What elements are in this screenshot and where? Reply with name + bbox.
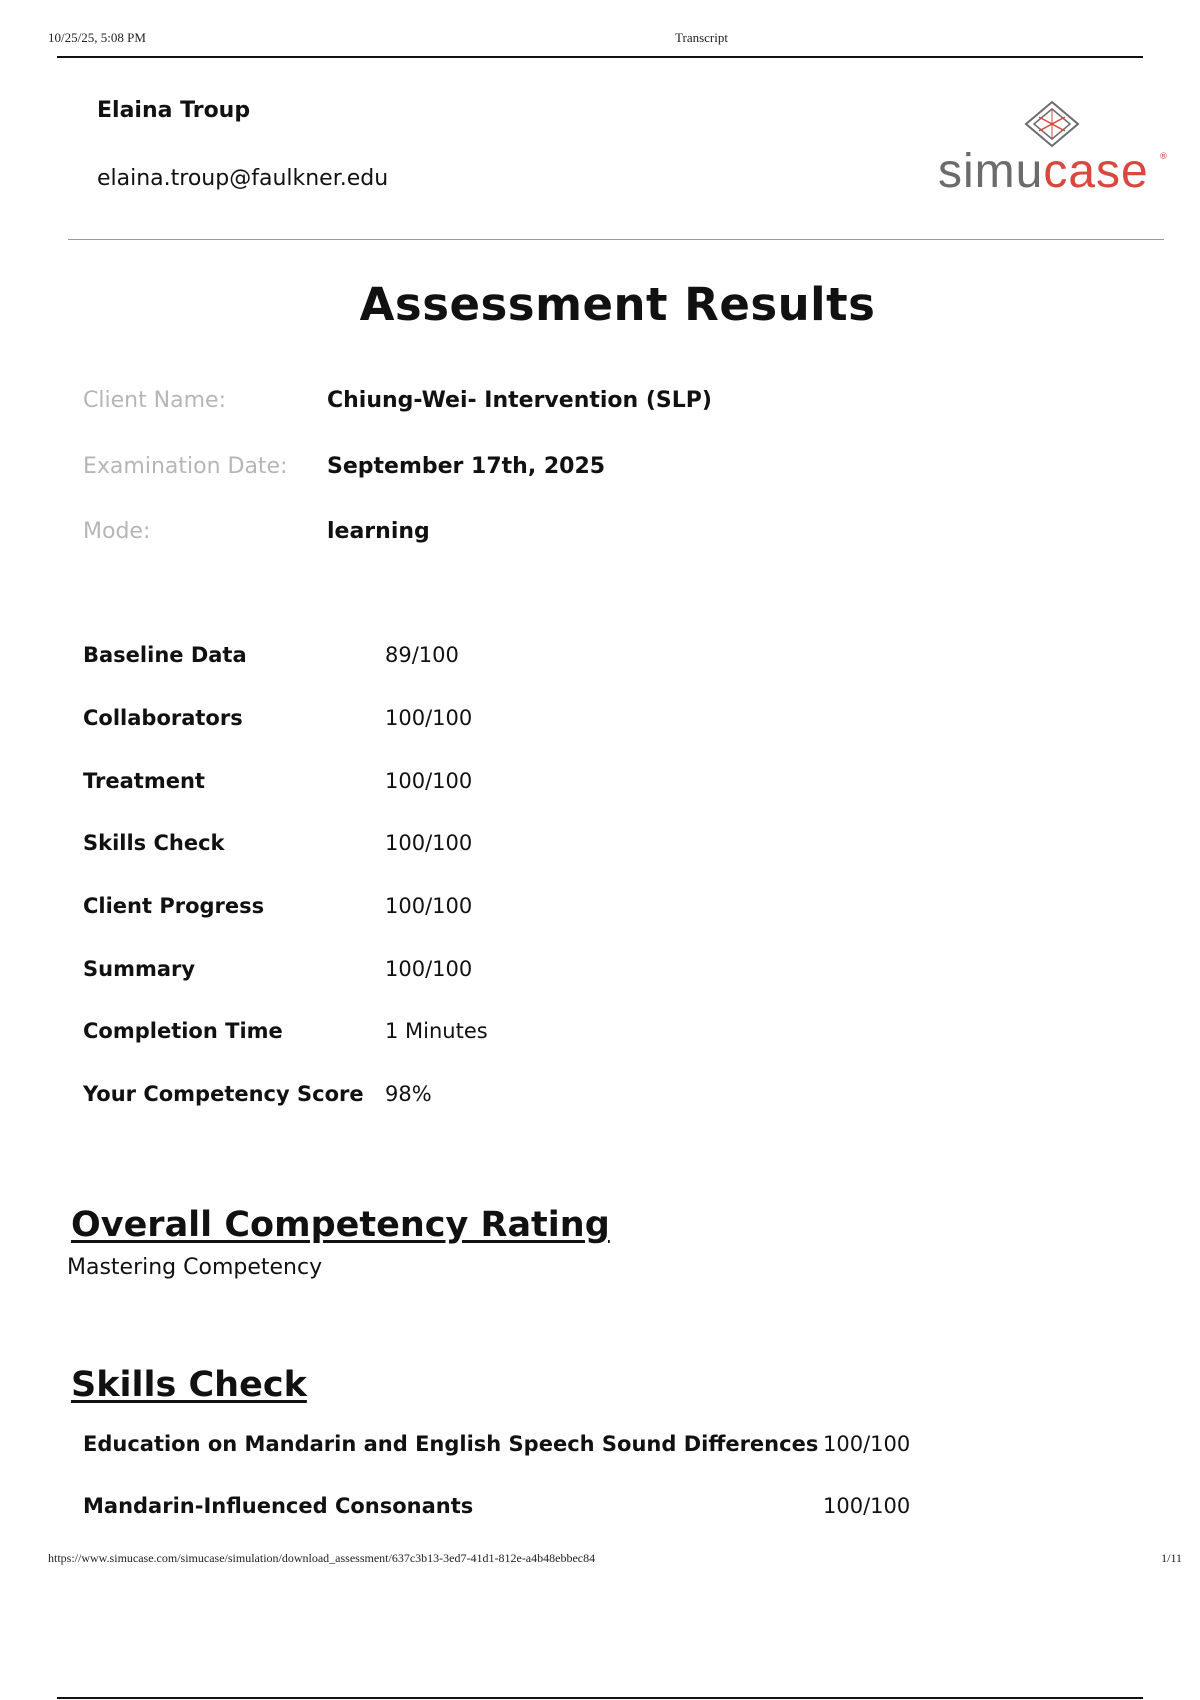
- score-value: 98%: [385, 1082, 432, 1106]
- score-value: 100/100: [385, 957, 473, 981]
- print-header: [48, 30, 1152, 44]
- print-footer: [48, 1551, 1182, 1565]
- info-label: Examination Date:: [83, 454, 288, 479]
- score-label: Client Progress: [83, 894, 265, 918]
- print-url: https://www.simucase.com/simucase/simulation/download_assessment/637c3b13-3ed7-41d1-812e-a4b48ebbec84: [48, 1551, 596, 1565]
- score-label: Completion Time: [83, 1019, 283, 1043]
- overall-rating-value: Mastering Competency: [67, 1255, 323, 1280]
- info-value: learning: [327, 519, 430, 544]
- print-title: Transcript: [675, 30, 728, 45]
- logo-wordmark: [938, 144, 1149, 199]
- skills-check-heading: Skills Check: [71, 1365, 307, 1405]
- divider: [57, 56, 1143, 58]
- skill-label: Education on Mandarin and English Speech Sound Differences: [83, 1432, 819, 1456]
- overall-rating-heading: Overall Competency Rating: [71, 1205, 610, 1245]
- skill-value: 100/100: [823, 1432, 911, 1456]
- user-name: Elaina Troup: [97, 98, 251, 123]
- score-value: 100/100: [385, 706, 473, 730]
- logo-text-case: case: [1043, 145, 1149, 198]
- page-title: Assessment Results: [359, 278, 876, 331]
- divider: [57, 1697, 1143, 1699]
- divider: [68, 239, 1164, 240]
- info-label: Client Name:: [83, 388, 226, 413]
- registered-mark: ®: [1159, 152, 1168, 162]
- user-email: elaina.troup@faulkner.edu: [97, 166, 389, 191]
- diamond-logo-icon: [1022, 100, 1082, 148]
- skill-value: 100/100: [823, 1494, 911, 1518]
- skill-label: Mandarin-Influenced Consonants: [83, 1494, 474, 1518]
- score-label: Summary: [83, 957, 196, 981]
- score-label: Your Competency Score: [83, 1082, 364, 1106]
- score-value: 1 Minutes: [385, 1019, 488, 1043]
- info-label: Mode:: [83, 519, 151, 544]
- score-label: Skills Check: [83, 831, 225, 855]
- score-value: 100/100: [385, 769, 473, 793]
- logo-text-simu: simu: [938, 145, 1044, 198]
- score-value: 100/100: [385, 894, 473, 918]
- info-value: September 17th, 2025: [327, 454, 606, 479]
- print-date: 10/25/25, 5:08 PM: [48, 30, 146, 45]
- score-label: Collaborators: [83, 706, 243, 730]
- simucase-logo: [938, 100, 1168, 200]
- info-value: Chiung-Wei- Intervention (SLP): [327, 388, 712, 413]
- page-number: 1/11: [1161, 1551, 1182, 1565]
- score-value: 89/100: [385, 643, 459, 667]
- score-label: Treatment: [83, 769, 205, 793]
- score-value: 100/100: [385, 831, 473, 855]
- score-label: Baseline Data: [83, 643, 247, 667]
